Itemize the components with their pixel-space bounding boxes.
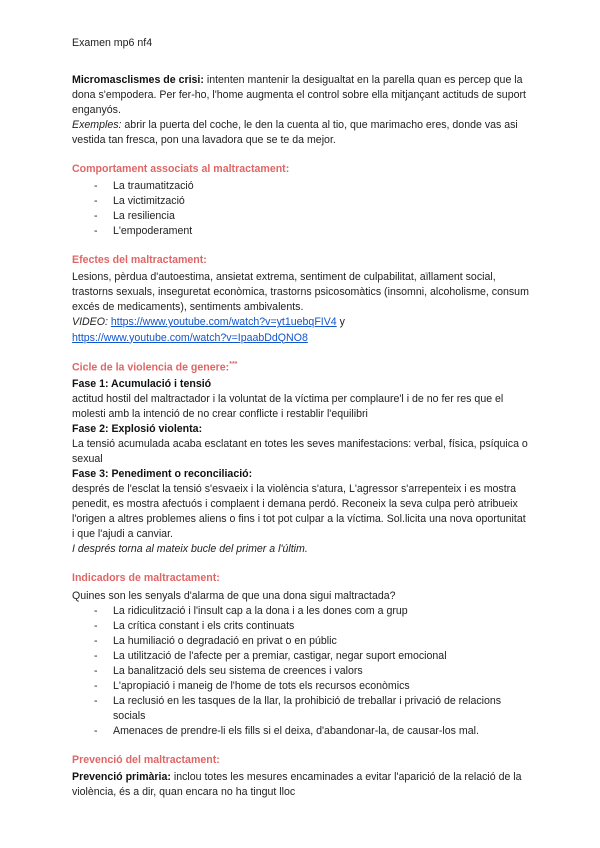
fase-3-title [72,467,530,482]
video-line [72,315,530,330]
list-item: - La humiliació o degradació en privat o en públic [94,634,530,649]
prevencio-heading: Prevenció del maltractament: [72,753,220,766]
list-item: - La crítica constant i els crits continuats [94,619,530,634]
cicle-closing-text: I després torna al mateix bucle del primer a l'últim. [72,543,308,556]
list-item: - Amenaces de prendre-li els fills si el deixa, d'abandonar-la, de causar-los mal. [94,724,530,739]
fase-2-title [72,422,530,437]
indicadors-list [72,604,530,739]
fase-2-title-text: Fase 2: Explosió violenta: [72,423,203,436]
cicle-closing [72,542,530,557]
video-line-2 [72,331,530,346]
cicle-heading-text: Cicle de la violencia de genere: [72,361,230,374]
prevencio-primaria [72,770,530,800]
micromasclismes-text: intenten mantenir la desigualtat en la parella quan es percep que la dona s'empodera. Per fer-ho, l'home augmenta el control sobre ella mitjançant actituds de suport enganyós. [72,74,526,117]
efectes-text: Lesions, pèrdua d'autoestima, ansietat extrema, sentiment de culpabilitat, aïllament social, trastorns sexuals, inseguretat econòmica, trastorns psicosomàtics (insomni, alcoholisme, consum excés de medicaments), sentiments ambivalents. [72,271,529,314]
micromasclismes-section [72,73,530,148]
cicle-section [72,360,530,558]
cicle-stars: *** [229,360,238,368]
list-item: - L'empoderament [94,224,530,239]
prevencio-primaria-text: inclou totes les mesures encaminades a evitar l'aparició de la relació de la violència, és a dir, quan encara no ha tingut lloc [72,770,522,798]
efectes-heading: Efectes del maltractament: [72,254,207,267]
video-label: VIDEO: [72,316,108,329]
video-link-1[interactable]: https://www.youtube.com/watch?v=yt1uebqFIV4 [110,316,337,329]
list-item: - La victimització [94,194,530,209]
cicle-heading [72,360,530,376]
list-item: - La reclusió en les tasques de la llar, la prohibició de treballar i privació de relacions socials [94,694,530,724]
list-item: - La resiliencia [94,209,530,224]
prevencio-section [72,753,530,800]
examples-text: abrir la puerta del coche, le den la cuenta al tio, que marimacho eres, donde vas asi vestida tan fresca, pon una lavadora que se te da mejor. [72,119,518,147]
document-header: Examen mp6 nf4 [72,37,153,49]
fase-1-title [72,377,530,392]
list-item: - La ridiculització i l'insult cap a la dona i a les dones com a grup [94,604,530,619]
list-item: - La utilització de l'afecte per a premiar, castigar, negar suport emocional [94,649,530,664]
comportament-heading: Comportament associats al maltractament: [72,163,290,176]
prevencio-primaria-label: Prevenció primària: [72,770,171,783]
micromasclismes-paragraph [72,73,530,118]
fase-1-title-text: Fase 1: Acumulació i tensió [72,378,212,391]
video-and: y [336,316,345,329]
efectes-section [72,253,530,345]
video-link-2[interactable]: https://www.youtube.com/watch?v=IpaabDdQNO8 [72,331,308,344]
fase-2-text: La tensió acumulada acaba esclatant en totes les seves manifestacions: verbal, física, psíquica o sexual [72,438,528,466]
comportament-section [72,162,530,239]
examples-paragraph [72,118,530,148]
list-item: - L'apropiació i maneig de l'home de tots els recursos econòmics [94,679,530,694]
indicadors-heading: Indicadors de maltractament: [72,572,220,585]
indicadors-section [72,571,530,738]
indicadors-question: Quines son les senyals d'alarma de que una dona sigui maltractada? [72,589,396,602]
fase-3-text: després de l'esclat la tensió s'esvaeix i la violència s'atura, L'agressor s'arrepenteix i es mostra penedit, es mostra afectuós i complaent i demana perdó. Reconeix la seva culpa però atribueix l'origen a altres problemes aliens o fins i tot pot culpar a la víctima. Sol.licita una nova oportunitat i que l'ajudi a canviar. [72,483,526,541]
list-item: - La traumatització [94,179,530,194]
fase-1-text: actitud hostil del maltractador i la voluntat de la víctima per complaure'l i de no fer res que el molesti amb la intenció de no crear conflicte i restablir l'equilibri [72,393,504,421]
examples-label: Exemples: [72,119,122,132]
fase-3-title-text: Fase 3: Penediment o reconciliació: [72,468,253,481]
list-item: - La banalització dels seu sistema de creences i valors [94,664,530,679]
micromasclismes-label: Micromasclismes de crisi: [72,74,204,87]
comportament-list [72,179,530,239]
